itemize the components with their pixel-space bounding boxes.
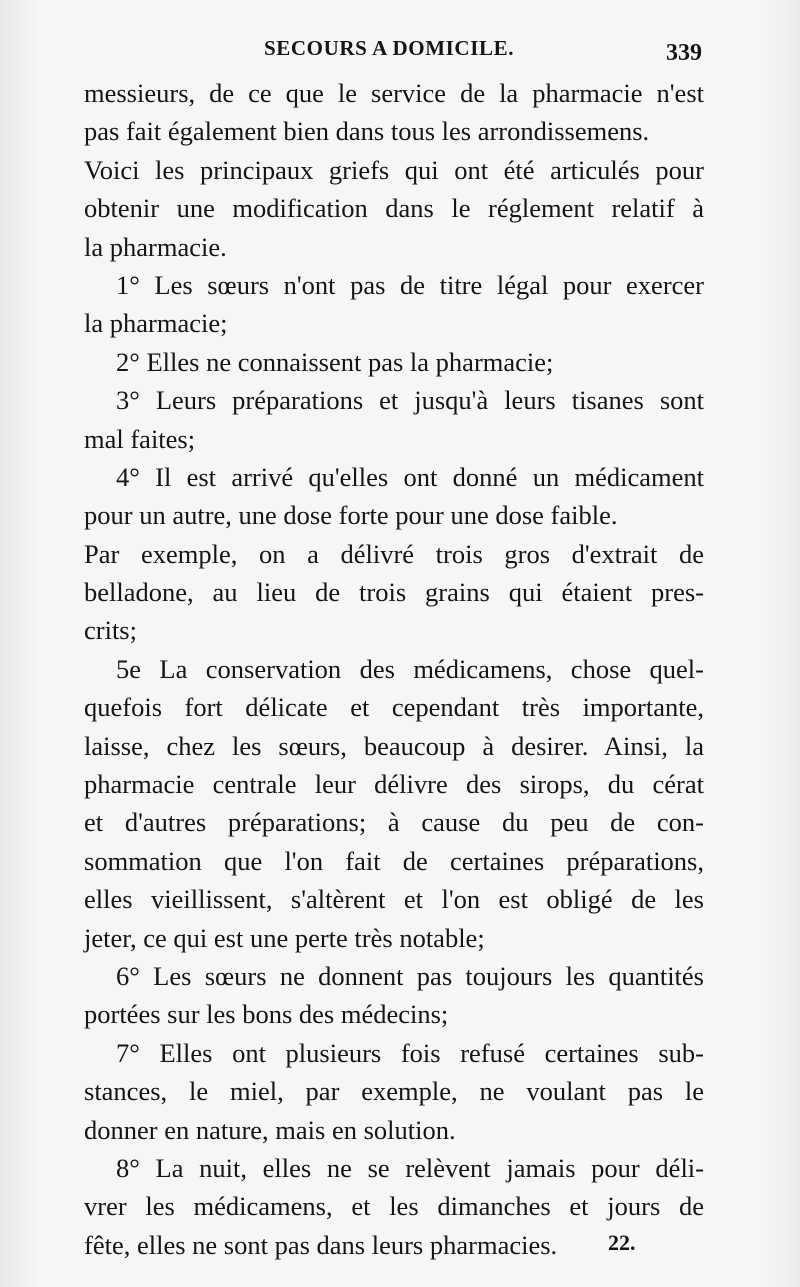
text-line: laisse, chez les sœurs, beaucoup à desirer. Ainsi, la	[84, 730, 704, 761]
text-line: messieurs, de ce que le service de la pharmacie n'est	[84, 78, 704, 108]
page-number: 339	[666, 40, 702, 66]
text-line: stances, le miel, par exemple, ne voulant pas le	[84, 1076, 704, 1107]
text-line: 8° La nuit, elles ne se relèvent jamais pour déli-	[116, 1152, 704, 1183]
text-line: donner en nature, mais en solution.	[84, 1114, 456, 1145]
text-line: la pharmacie;	[84, 308, 228, 339]
body-text	[84, 74, 704, 1264]
text-line: belladone, au lieu de trois grains qui étaient pres-	[84, 577, 704, 608]
text-line: portées sur les bons des médecins;	[84, 999, 449, 1030]
running-head: SECOURS A DOMICILE.	[264, 36, 515, 60]
text-line: 6° Les sœurs ne donnent pas toujours les quantités	[116, 960, 704, 991]
text-line: vrer les médicamens, et les dimanches et jours de	[84, 1191, 704, 1222]
signature-mark: 22.	[608, 1230, 636, 1255]
text-line: obtenir une modification dans le réglement relatif à	[84, 193, 704, 224]
text-line: 5e La conservation des médicamens, chose quel-	[116, 653, 704, 684]
text-line: jeter, ce qui est une perte très notable;	[84, 922, 485, 953]
text-line: fête, elles ne sont pas dans leurs pharmacies.	[84, 1229, 558, 1260]
text-line: crits;	[84, 615, 137, 646]
text-line: elles vieillissent, s'altèrent et l'on est obligé de les	[84, 884, 704, 915]
text-line: 3° Leurs préparations et jusqu'à leurs tisanes sont	[116, 385, 704, 416]
text-line: sommation que l'on fait de certaines préparations,	[84, 845, 704, 876]
text-line: la pharmacie.	[84, 231, 227, 262]
text-line: Par exemple, on a délivré trois gros d'extrait de	[84, 538, 704, 569]
text-line: 1° Les sœurs n'ont pas de titre légal pour exercer	[116, 269, 704, 300]
text-line: et d'autres préparations; à cause du peu de con-	[84, 807, 704, 838]
text-line: pharmacie centrale leur délivre des sirops, du cérat	[84, 769, 704, 800]
text-line: 4° Il est arrivé qu'elles ont donné un médicament	[116, 461, 704, 492]
text-line: quefois fort délicate et cependant très importante,	[84, 692, 704, 723]
page-header	[84, 30, 704, 70]
text-line: 2° Elles ne connaissent pas la pharmacie;	[116, 346, 554, 377]
text-line: pour un autre, une dose forte pour une dose faible.	[84, 500, 618, 531]
text-line: 7° Elles ont plusieurs fois refusé certaines sub-	[116, 1037, 704, 1068]
text-line: mal faites;	[84, 423, 196, 454]
text-line: Voici les principaux griefs qui ont été articulés pour	[84, 154, 704, 185]
text-line: pas fait également bien dans tous les arrondissemens.	[84, 116, 650, 147]
